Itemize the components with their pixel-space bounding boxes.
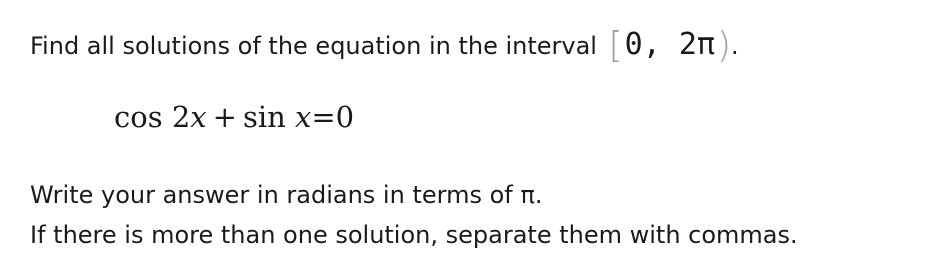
problem-prompt: Find all solutions of the equation in the interval xyxy=(30,32,597,60)
sin-function: sin xyxy=(242,100,286,134)
instruction-radians-text: Write your answer in radians in terms of xyxy=(30,181,513,209)
pi-symbol: π xyxy=(520,181,535,209)
equation xyxy=(114,100,354,134)
sin-argument-variable: x xyxy=(295,100,312,134)
instruction-radians-period: . xyxy=(534,181,543,209)
interval-start: 0 xyxy=(624,27,643,62)
interval-left-bracket: [ xyxy=(608,25,623,66)
equals-operator: = xyxy=(311,100,336,134)
problem-statement xyxy=(30,25,739,66)
problem-period: . xyxy=(731,32,739,60)
cos-argument-variable: x xyxy=(190,100,207,134)
cos-argument-coefficient: 2 xyxy=(171,100,191,134)
instruction-commas: If there is more than one solution, separate them with commas. xyxy=(30,221,798,249)
interval-separator: , xyxy=(642,27,661,62)
cos-function: cos xyxy=(114,100,163,134)
equation-rhs: 0 xyxy=(335,100,355,134)
plus-operator: + xyxy=(212,100,237,134)
interval-expression xyxy=(608,25,732,66)
interval-right-bracket: ) xyxy=(716,25,732,66)
instruction-radians xyxy=(30,181,542,209)
interval-end: 2π xyxy=(678,27,715,62)
